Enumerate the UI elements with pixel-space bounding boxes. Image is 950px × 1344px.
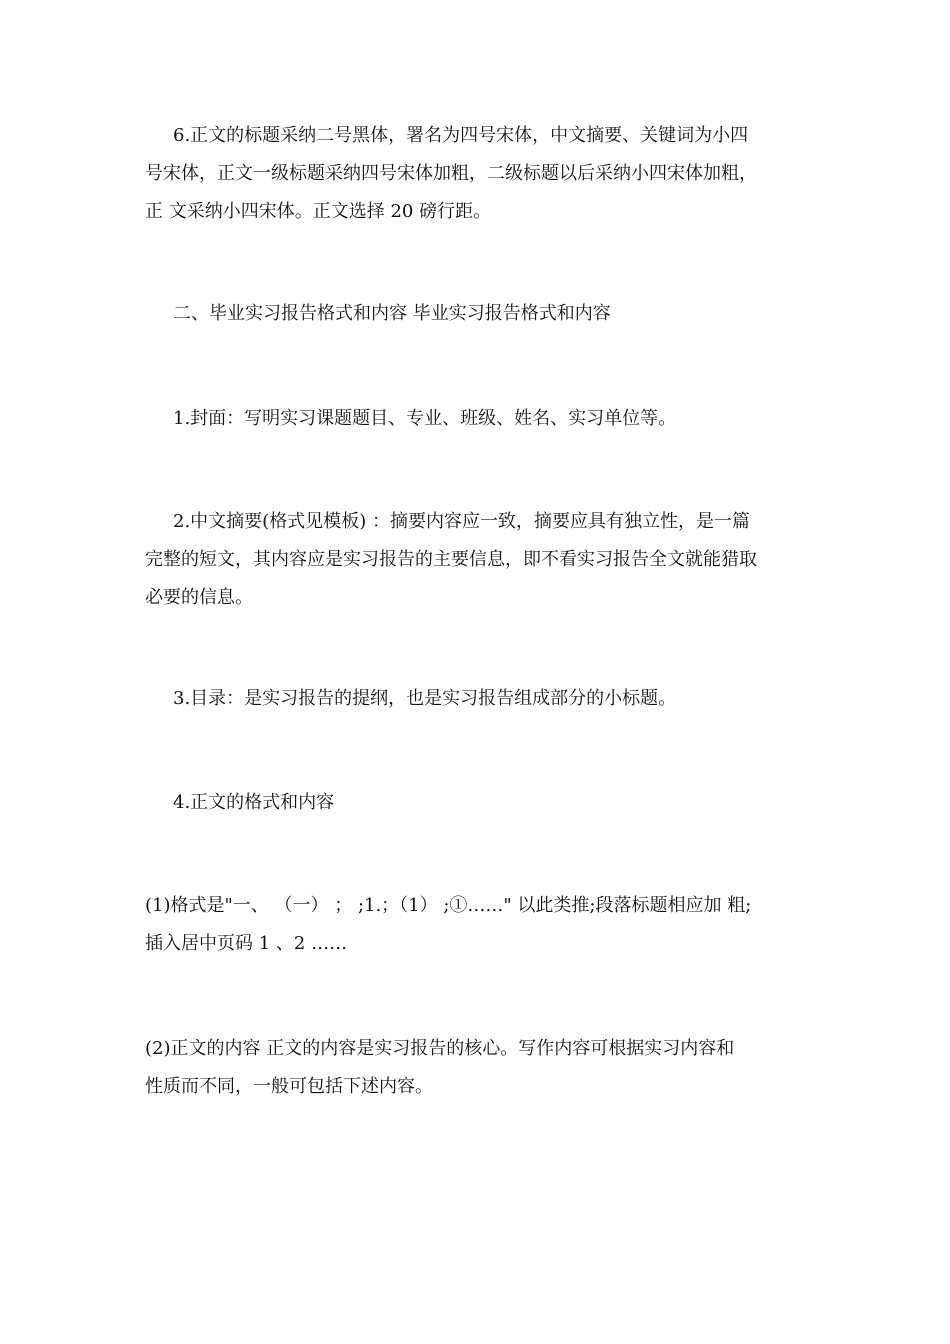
text-line: 2.中文摘要(格式见模板) ：摘要内容应一致，摘要应具有独立性，是一篇 — [173, 511, 750, 532]
text-line: 6.正文的标题采纳二号黑体，署名为四号宋体，中文摘要、关键词为小四 — [173, 125, 749, 146]
paragraph-toc — [145, 680, 815, 718]
paragraph-cover — [145, 400, 815, 438]
paragraph-body-heading — [145, 784, 815, 822]
text-line: 必要的信息。 — [145, 587, 253, 608]
paragraph-format-detail — [145, 887, 815, 963]
text-line: 二、毕业实习报告格式和内容 毕业实习报告格式和内容 — [173, 303, 611, 324]
text-line: 插入居中页码 1 、2 …… — [145, 933, 348, 954]
text-line: (2)正文的内容 正文的内容是实习报告的核心。写作内容可根据实习内容和 — [145, 1038, 735, 1059]
text-line: 正 文采纳小四宋体。正文选择 20 磅行距。 — [145, 201, 492, 222]
text-line: 4.正文的格式和内容 — [173, 792, 335, 813]
text-line: 3.目录：是实习报告的提纲，也是实习报告组成部分的小标题。 — [173, 688, 677, 709]
section-heading — [145, 295, 815, 333]
text-line: 完整的短文，其内容应是实习报告的主要信息，即不看实习报告全文就能猎取 — [145, 549, 757, 570]
paragraph-abstract — [145, 503, 815, 617]
paragraph-body-content — [145, 1030, 815, 1106]
paragraph-format-rules — [145, 117, 815, 231]
text-line: 1.封面：写明实习课题题目、专业、班级、姓名、实习单位等。 — [173, 408, 677, 429]
text-line: 性质而不同，一般可包括下述内容。 — [145, 1076, 433, 1097]
text-line: 号宋体，正文一级标题采纳四号宋体加粗，二级标题以后采纳小四宋体加粗， — [145, 163, 757, 184]
text-line: (1)格式是"一、 （一） ； ;1.；（1） ;①……" 以此类推;段落标题相应加 粗; — [145, 895, 752, 916]
